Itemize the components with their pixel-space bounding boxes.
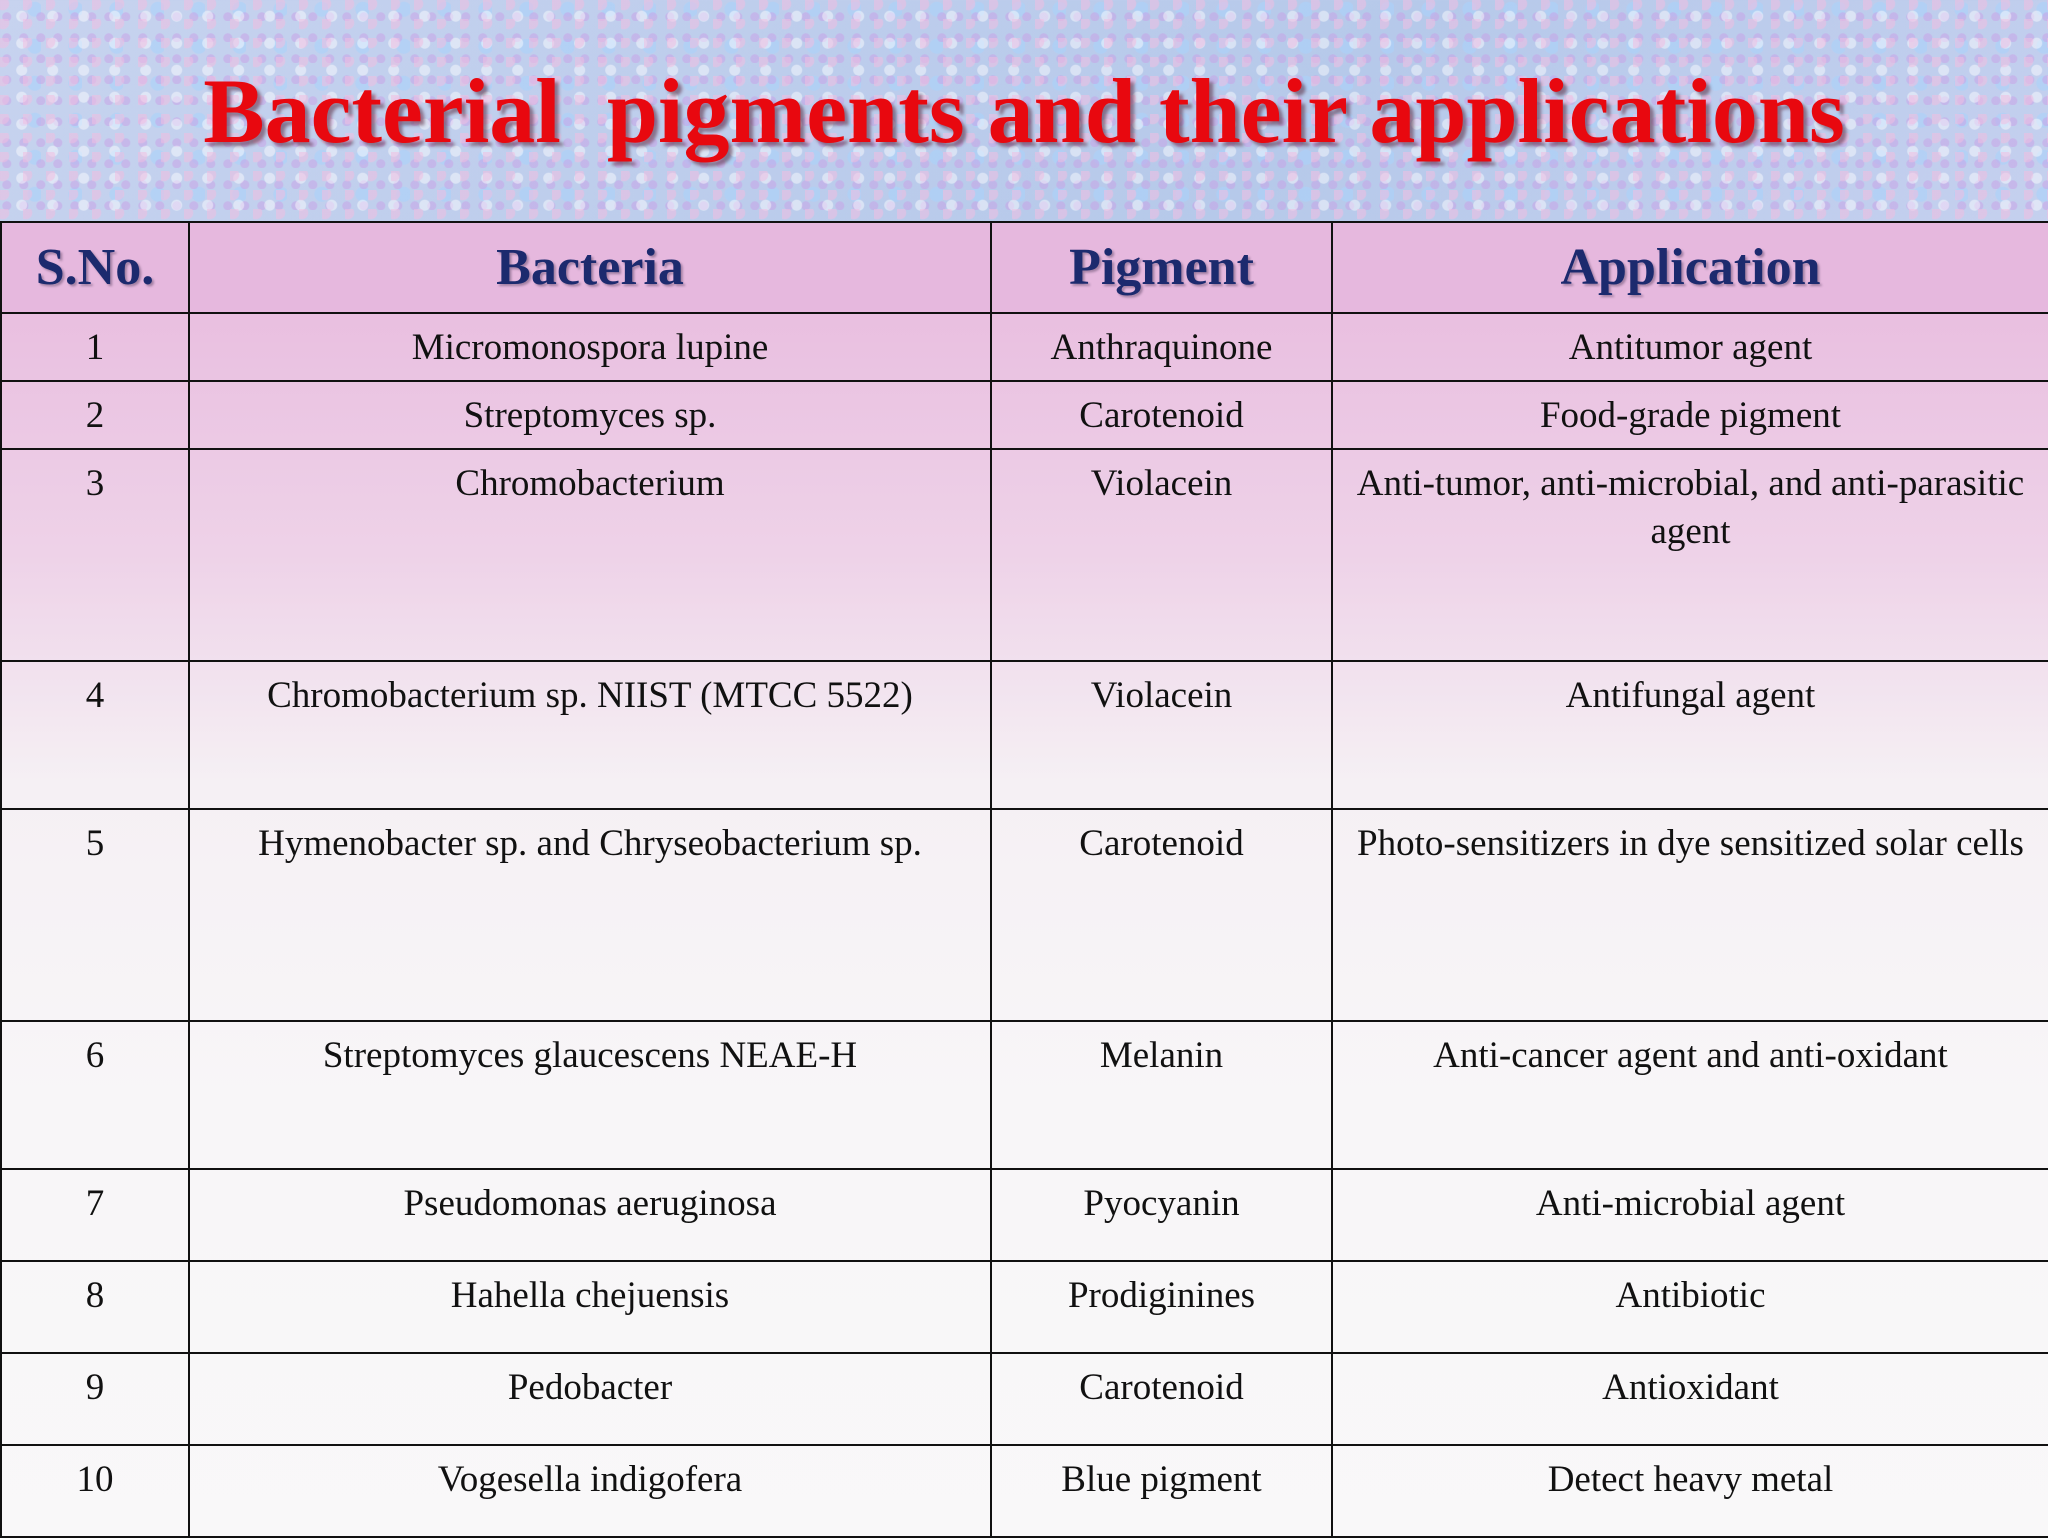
- cell-application: Antifungal agent: [1332, 661, 2048, 809]
- cell-application: Anti-cancer agent and anti-oxidant: [1332, 1021, 2048, 1169]
- cell-bacteria: Pedobacter: [189, 1353, 991, 1445]
- cell-sno: 9: [1, 1353, 189, 1445]
- table-header: [1, 222, 2048, 313]
- header-bacteria: Bacteria: [189, 222, 991, 313]
- cell-application: Antibiotic: [1332, 1261, 2048, 1353]
- cell-pigment: Anthraquinone: [991, 313, 1332, 381]
- cell-sno: 7: [1, 1169, 189, 1261]
- table-row: [1, 661, 2048, 809]
- table-row: [1, 1353, 2048, 1445]
- table-row: [1, 449, 2048, 661]
- cell-sno: 5: [1, 809, 189, 1021]
- cell-application: Antioxidant: [1332, 1353, 2048, 1445]
- slide-title: Bacterial pigments and their applications: [203, 60, 1845, 162]
- cell-pigment: Violacein: [991, 661, 1332, 809]
- table-body: [1, 313, 2048, 1537]
- cell-bacteria: Chromobacterium: [189, 449, 991, 661]
- cell-pigment: Violacein: [991, 449, 1332, 661]
- cell-application: Anti-tumor, anti-microbial, and anti-parasitic agent: [1332, 449, 2048, 661]
- table-row: [1, 809, 2048, 1021]
- cell-sno: 1: [1, 313, 189, 381]
- cell-bacteria: Chromobacterium sp. NIIST (MTCC 5522): [189, 661, 991, 809]
- cell-pigment: Blue pigment: [991, 1445, 1332, 1537]
- table-row: [1, 381, 2048, 449]
- cell-sno: 10: [1, 1445, 189, 1537]
- pigments-table: [0, 221, 2048, 1538]
- cell-bacteria: Streptomyces sp.: [189, 381, 991, 449]
- cell-bacteria: Vogesella indigofera: [189, 1445, 991, 1537]
- cell-application: Anti-microbial agent: [1332, 1169, 2048, 1261]
- cell-application: Antitumor agent: [1332, 313, 2048, 381]
- cell-pigment: Pyocyanin: [991, 1169, 1332, 1261]
- cell-sno: 3: [1, 449, 189, 661]
- cell-bacteria: Hymenobacter sp. and Chryseobacterium sp.: [189, 809, 991, 1021]
- table-row: [1, 313, 2048, 381]
- cell-sno: 8: [1, 1261, 189, 1353]
- header-pigment: Pigment: [991, 222, 1332, 313]
- table-row: [1, 1445, 2048, 1537]
- table-row: [1, 1021, 2048, 1169]
- cell-application: Detect heavy metal: [1332, 1445, 2048, 1537]
- cell-bacteria: Streptomyces glaucescens NEAE-H: [189, 1021, 991, 1169]
- cell-sno: 6: [1, 1021, 189, 1169]
- cell-pigment: Carotenoid: [991, 1353, 1332, 1445]
- cell-sno: 2: [1, 381, 189, 449]
- cell-bacteria: Pseudomonas aeruginosa: [189, 1169, 991, 1261]
- cell-bacteria: Micromonospora lupine: [189, 313, 991, 381]
- cell-sno: 4: [1, 661, 189, 809]
- cell-bacteria: Hahella chejuensis: [189, 1261, 991, 1353]
- cell-pigment: Melanin: [991, 1021, 1332, 1169]
- header-sno: S.No.: [1, 222, 189, 313]
- cell-application: Photo-sensitizers in dye sensitized solar cells: [1332, 809, 2048, 1021]
- header-row: [1, 222, 2048, 313]
- table-row: [1, 1261, 2048, 1353]
- cell-pigment: Carotenoid: [991, 381, 1332, 449]
- header-application: Application: [1332, 222, 2048, 313]
- cell-pigment: Prodiginines: [991, 1261, 1332, 1353]
- cell-pigment: Carotenoid: [991, 809, 1332, 1021]
- cell-application: Food-grade pigment: [1332, 381, 2048, 449]
- table-row: [1, 1169, 2048, 1261]
